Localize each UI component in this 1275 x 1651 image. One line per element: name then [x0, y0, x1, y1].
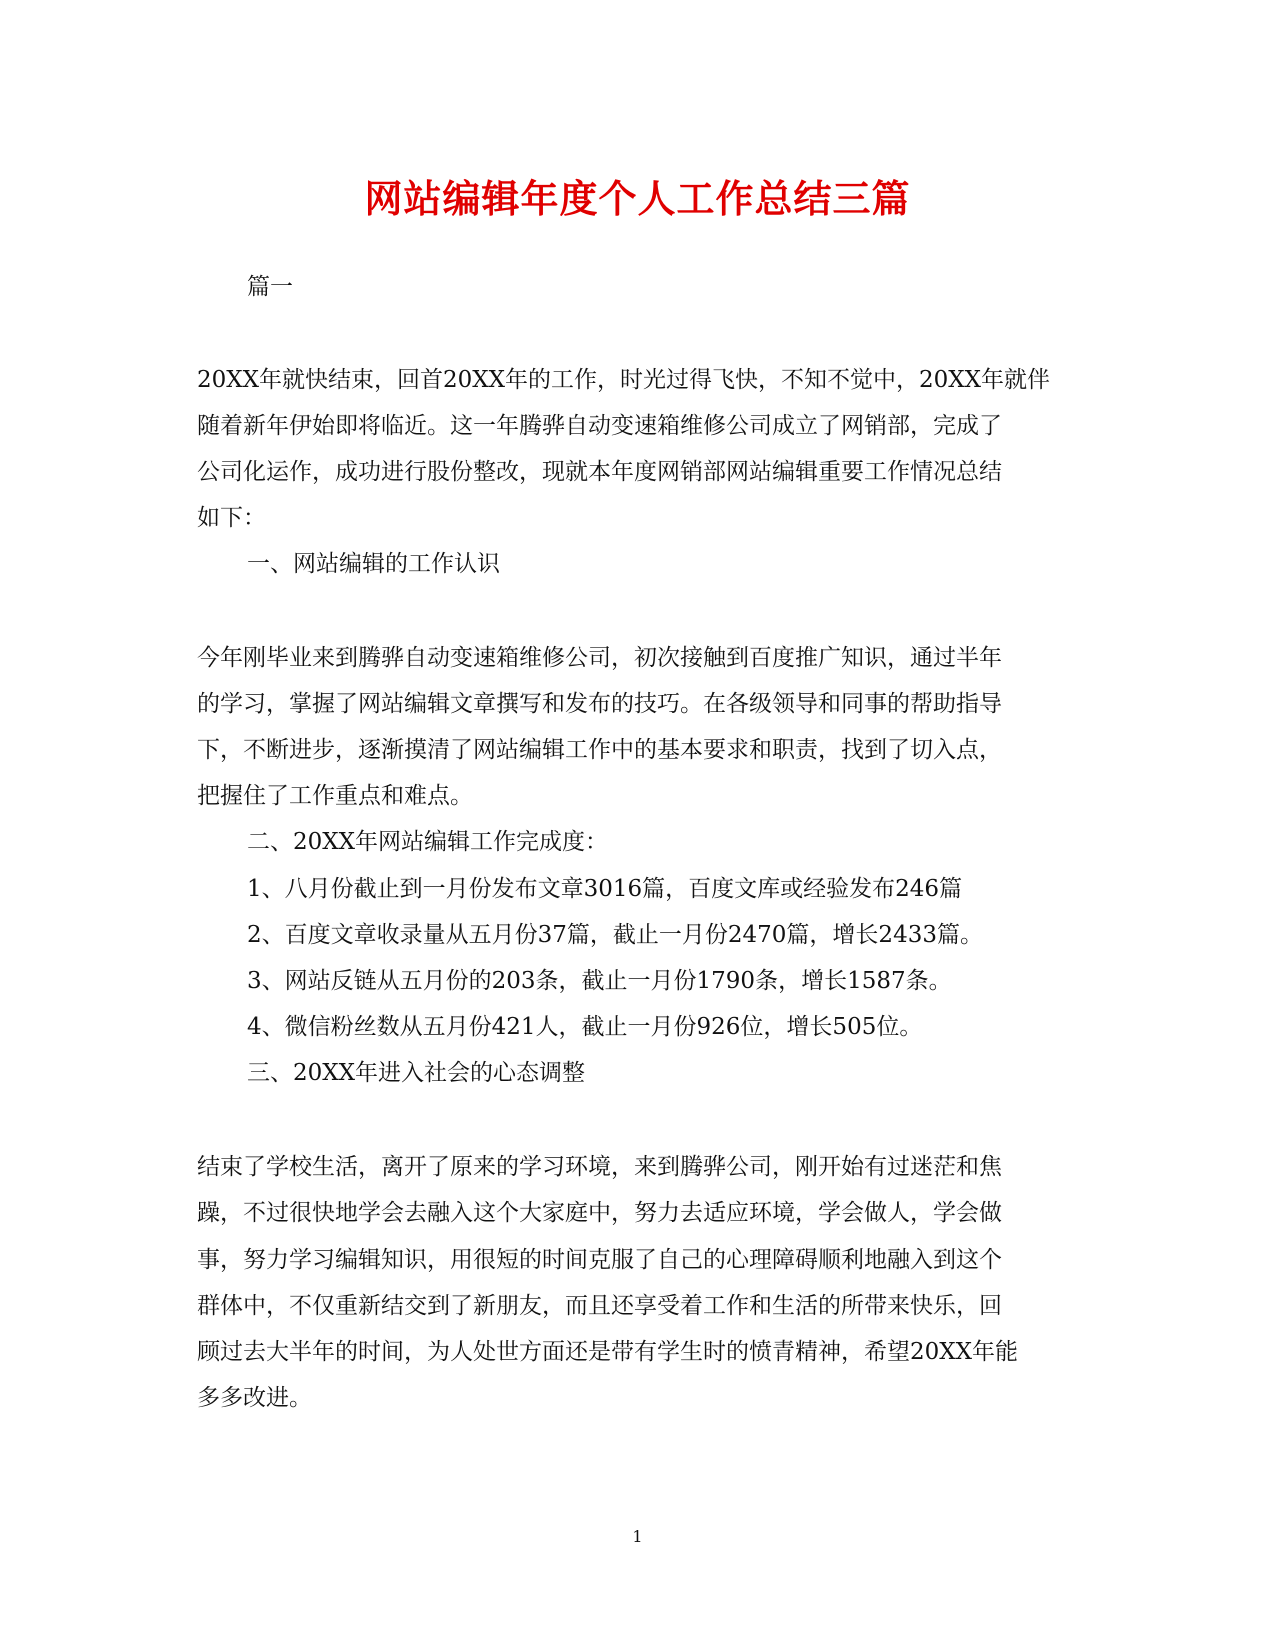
paragraph-line: 事，努力学习编辑知识，用很短的时间克服了自己的心理障碍顺利地融入到这个	[197, 1247, 1002, 1273]
list-item: 1、八月份截止到一月份发布文章3016篇，百度文库或经验发布246篇	[247, 876, 963, 902]
section-heading: 篇一	[247, 274, 293, 300]
heading-completion: 二、20XX年网站编辑工作完成度：	[247, 829, 609, 855]
paragraph-line: 躁，不过很快地学会去融入这个大家庭中，努力去适应环境，学会做人，学会做	[197, 1200, 1002, 1226]
list-item: 3、网站反链从五月份的203条，截止一月份1790条，增长1587条。	[247, 968, 952, 994]
intro-line: 公司化运作，成功进行股份整改，现就本年度网销部网站编辑重要工作情况总结	[197, 459, 1002, 485]
paragraph-line: 顾过去大半年的时间，为人处世方面还是带有学生时的愤青精神，希望20XX年能	[197, 1339, 1019, 1365]
list-item: 2、百度文章收录量从五月份37篇，截止一月份2470篇，增长2433篇。	[247, 922, 983, 948]
paragraph-line: 群体中，不仅重新结交到了新朋友，而且还享受着工作和生活的所带来快乐，回	[197, 1293, 1002, 1319]
document-title: 网站编辑年度个人工作总结三篇	[364, 176, 911, 221]
paragraph-line: 把握住了工作重点和难点。	[197, 783, 473, 809]
intro-line: 随着新年伊始即将临近。这一年腾骅自动变速箱维修公司成立了网销部，完成了	[197, 413, 1002, 439]
paragraph-line: 下，不断进步，逐渐摸清了网站编辑工作中的基本要求和职责，找到了切入点，	[197, 737, 1002, 763]
heading-work-understanding: 一、网站编辑的工作认识	[247, 551, 500, 577]
list-item: 4、微信粉丝数从五月份421人，截止一月份926位，增长505位。	[247, 1014, 923, 1040]
paragraph-line: 结束了学校生活，离开了原来的学习环境，来到腾骅公司，刚开始有过迷茫和焦	[197, 1154, 1002, 1180]
paragraph-line: 多多改进。	[197, 1385, 312, 1411]
page-number: 1	[632, 1527, 643, 1546]
paragraph-line: 的学习，掌握了网站编辑文章撰写和发布的技巧。在各级领导和同事的帮助指导	[197, 691, 1002, 717]
paragraph-line: 今年刚毕业来到腾骅自动变速箱维修公司，初次接触到百度推广知识，通过半年	[197, 645, 1002, 671]
intro-line: 20XX年就快结束，回首20XX年的工作，时光过得飞快，不知不觉中，20XX年就伴	[197, 367, 1051, 393]
heading-mindset: 三、20XX年进入社会的心态调整	[247, 1060, 586, 1086]
intro-line: 如下：	[197, 505, 266, 531]
